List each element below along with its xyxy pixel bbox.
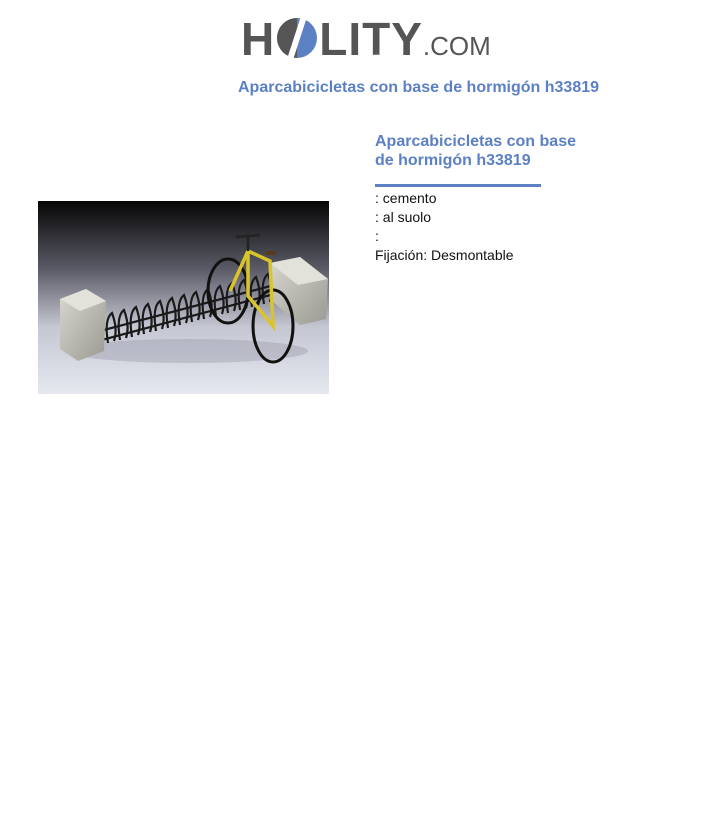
holity-logo[interactable]	[241, 10, 491, 68]
spec-material: : cemento	[375, 190, 437, 206]
logo-letter-h: H	[241, 13, 276, 65]
logo-domain: .COM	[422, 31, 491, 61]
title-divider	[375, 184, 541, 187]
spec-fixing: Fijación: Desmontable	[375, 247, 514, 263]
spec-installation: : al suolo	[375, 209, 432, 225]
spec-empty: :	[375, 228, 379, 244]
product-title-line-2: de hormigón h33819	[375, 152, 531, 169]
product-title	[375, 132, 615, 170]
page-title: Aparcabicicletas con base de hormigón h33819	[238, 79, 600, 96]
logo-wordmark	[241, 14, 491, 71]
product-image	[38, 201, 329, 394]
logo-o-icon	[276, 15, 318, 61]
logo-letters-lity: LITY	[319, 13, 423, 65]
product-info	[375, 132, 615, 265]
product-title-line-1: Aparcabicicletas con base	[375, 133, 576, 150]
bicycle-rack-photo-icon	[38, 201, 329, 394]
